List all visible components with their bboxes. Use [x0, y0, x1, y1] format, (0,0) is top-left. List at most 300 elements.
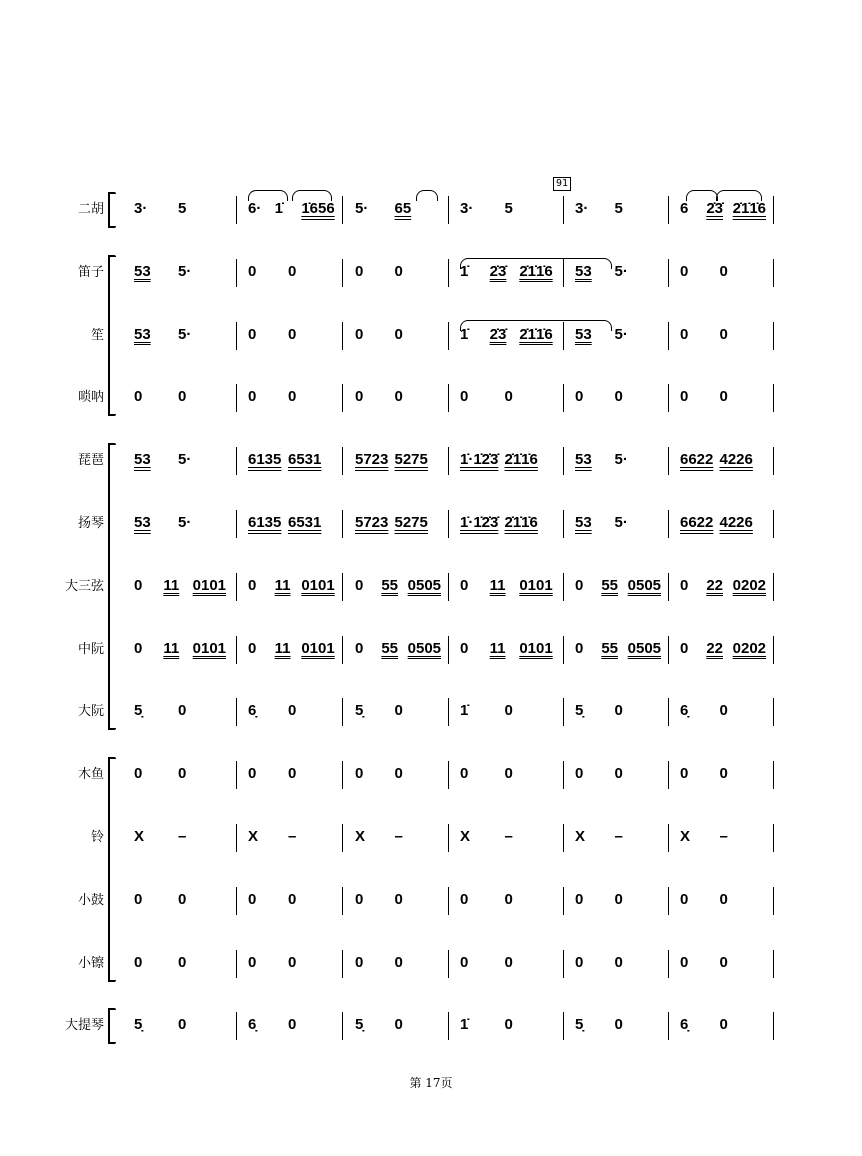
staff-label: 小鼓: [77, 892, 104, 908]
note-group: 0: [575, 953, 584, 971]
measure: [134, 828, 186, 846]
note-group: 5: [614, 200, 623, 217]
barline: [563, 636, 564, 664]
measure: [575, 702, 623, 720]
measure: [575, 451, 628, 469]
note-group: 5·: [614, 514, 628, 531]
barline: [448, 950, 449, 978]
note-group: 6622: [680, 514, 714, 531]
note-group: 0: [680, 388, 689, 406]
measure: [248, 891, 296, 909]
measure: [680, 765, 728, 783]
measure: [575, 640, 661, 658]
barline: [236, 259, 237, 287]
note-group: 0: [178, 1016, 187, 1034]
staff-label: 大阮: [77, 704, 104, 720]
barline: [448, 887, 449, 915]
barline: [342, 636, 343, 664]
measure: [575, 200, 623, 218]
page-number: 第 17页: [409, 1076, 453, 1090]
note-group: 0202: [732, 639, 767, 657]
measure: [134, 451, 191, 469]
note-group: 0: [134, 388, 143, 406]
measure: [680, 640, 766, 658]
measure: [460, 1016, 513, 1034]
note-group: 3·: [460, 200, 474, 217]
note-group: 0: [504, 890, 513, 908]
measure: [680, 514, 753, 532]
slur: [248, 190, 288, 201]
note-group: 0: [394, 890, 403, 908]
slur: [460, 258, 612, 269]
note-group: 0101: [301, 576, 335, 594]
note-group: 0: [355, 953, 364, 971]
measure: [355, 702, 403, 720]
measure: [460, 828, 513, 846]
measure: [355, 514, 428, 532]
measure: [680, 200, 766, 218]
measure: [575, 514, 628, 532]
barline: [773, 824, 774, 852]
measure: [248, 954, 296, 972]
barline: [668, 824, 669, 852]
staff-label: 小镲: [77, 955, 104, 971]
barline: [342, 761, 343, 789]
barline: [236, 761, 237, 789]
note-group: 5·: [178, 451, 192, 469]
note-group: 6: [680, 200, 689, 217]
note-group: 5·: [178, 325, 192, 343]
note-group: 0: [575, 765, 584, 783]
note-group: 53: [575, 325, 592, 343]
note-group: 5723: [355, 514, 389, 531]
barline: [342, 196, 343, 224]
note-group: 11: [274, 639, 291, 657]
note-group: 2̇1̇1̇6: [504, 514, 538, 531]
barline: [342, 384, 343, 412]
note-group: 0: [248, 953, 257, 971]
measure: [355, 1016, 403, 1034]
barline: [342, 698, 343, 726]
note-group: 0: [248, 639, 257, 657]
note-group: 5·: [355, 200, 369, 217]
barline: [773, 698, 774, 726]
note-group: 2̇3̇: [489, 262, 507, 280]
staff-label: 扬琴: [77, 516, 104, 531]
barline: [668, 698, 669, 726]
measure: [460, 891, 513, 909]
measure: [680, 891, 728, 909]
note-group: 6̣: [248, 702, 257, 720]
note-group: 0: [248, 576, 257, 594]
note-group: 2̇1̇1̇6: [504, 451, 538, 469]
note-group: 0101: [301, 639, 335, 657]
note-group: 0: [248, 325, 257, 343]
barline: [236, 510, 237, 538]
measure: [575, 388, 623, 406]
note-group: 0: [355, 262, 364, 280]
note-group: 0: [680, 765, 689, 783]
note-group: 0: [355, 388, 364, 406]
barline: [342, 950, 343, 978]
note-group: –: [504, 828, 513, 845]
barline: [563, 698, 564, 726]
note-group: 0: [394, 1016, 403, 1034]
note-group: 0: [614, 388, 623, 406]
measure: [134, 954, 186, 972]
staff-label: 笛子: [77, 264, 104, 280]
note-group: 0: [288, 388, 297, 406]
barline: [668, 259, 669, 287]
note-group: 0: [248, 262, 257, 280]
barline: [236, 698, 237, 726]
barline: [236, 322, 237, 350]
note-group: 2̇3̇: [489, 325, 507, 343]
measure: [355, 451, 428, 469]
measure: [248, 388, 296, 406]
note-group: 0: [178, 765, 187, 783]
note-group: –: [394, 828, 403, 845]
note-group: 11: [163, 576, 180, 594]
barline: [448, 322, 449, 350]
slur: [686, 190, 718, 201]
note-group: 1̇: [274, 200, 283, 217]
barline: [563, 950, 564, 978]
measure: [680, 954, 728, 972]
barline: [563, 447, 564, 475]
staff-label: 二胡: [77, 202, 104, 217]
barline: [668, 1012, 669, 1040]
note-group: 5: [504, 200, 513, 217]
barline: [236, 636, 237, 664]
measure: [355, 891, 403, 909]
barline: [563, 196, 564, 224]
note-group: 0505: [627, 639, 662, 657]
barline: [773, 573, 774, 601]
measure: [248, 1016, 296, 1034]
note-group: 0: [394, 702, 403, 720]
note-group: 0: [355, 639, 364, 657]
note-group: 5̣: [355, 1016, 364, 1034]
barline: [448, 447, 449, 475]
note-group: 1̇: [460, 1016, 469, 1034]
measure: [575, 954, 623, 972]
measure: [248, 828, 296, 846]
note-group: 53: [134, 451, 151, 469]
note-group: 6531: [288, 451, 322, 469]
note-group: 0: [460, 765, 469, 783]
note-group: X: [680, 828, 691, 845]
barline: [448, 196, 449, 224]
note-group: 0: [460, 890, 469, 908]
note-group: 53: [575, 514, 592, 531]
barline: [342, 447, 343, 475]
measure: [575, 828, 623, 846]
note-group: 53: [134, 325, 151, 343]
measure: [134, 514, 191, 532]
note-group: 0: [719, 1016, 728, 1034]
staff-group-bracket: [108, 192, 110, 228]
measure: [355, 640, 441, 658]
barline: [668, 950, 669, 978]
note-group: 55: [381, 576, 399, 594]
note-group: 0: [719, 890, 728, 908]
barline: [668, 322, 669, 350]
barline: [773, 887, 774, 915]
note-group: 0: [719, 702, 728, 720]
barline: [773, 259, 774, 287]
staff-group-bracket: [108, 255, 110, 417]
measure: [248, 765, 296, 783]
note-group: 5̣: [355, 702, 364, 720]
note-group: 0: [178, 890, 187, 908]
note-group: 0: [614, 1016, 623, 1034]
note-group: 0: [288, 325, 297, 343]
note-group: 5·: [178, 262, 192, 280]
note-group: 0: [355, 765, 364, 783]
slur: [716, 190, 762, 201]
note-group: 11: [489, 639, 506, 657]
note-group: 11: [489, 576, 506, 594]
barline: [448, 636, 449, 664]
measure: [460, 702, 513, 720]
note-group: 5723: [355, 451, 389, 469]
note-group: 0: [719, 388, 728, 406]
barline: [773, 761, 774, 789]
note-group: 0: [394, 388, 403, 406]
note-group: 55: [601, 639, 619, 657]
note-group: 0: [288, 953, 297, 971]
barline: [342, 1012, 343, 1040]
note-group: 0: [680, 953, 689, 971]
note-group: 53: [575, 451, 592, 469]
note-group: 0: [394, 262, 403, 280]
note-group: 5̣: [575, 702, 584, 720]
note-group: 0: [504, 702, 513, 720]
staff-label: 琵琶: [77, 453, 104, 469]
note-group: 0: [394, 325, 403, 343]
barline: [773, 447, 774, 475]
note-group: 55: [601, 576, 619, 594]
note-group: 0: [248, 765, 257, 783]
barline: [448, 698, 449, 726]
note-group: 0: [719, 953, 728, 971]
note-group: 0: [394, 953, 403, 971]
note-group: 5̣: [575, 1016, 584, 1034]
measure: [460, 640, 553, 658]
note-group: 0: [575, 890, 584, 908]
barline: [668, 447, 669, 475]
note-group: 5·: [614, 451, 628, 469]
note-group: 6̣: [680, 702, 689, 720]
note-group: X: [355, 828, 366, 845]
note-group: 0: [575, 576, 584, 594]
barline: [236, 573, 237, 601]
note-group: 0: [680, 890, 689, 908]
note-group: 0: [680, 576, 689, 594]
measure: [355, 200, 411, 218]
note-group: 6̣: [248, 1016, 257, 1034]
note-group: 0: [288, 702, 297, 720]
barline: [342, 573, 343, 601]
measure: [575, 765, 623, 783]
barline: [773, 1012, 774, 1040]
barline: [448, 1012, 449, 1040]
measure: [355, 954, 403, 972]
staff-label: 笙: [90, 327, 104, 343]
note-group: X: [134, 828, 145, 845]
slur: [292, 190, 332, 201]
measure: [134, 200, 186, 218]
note-group: –: [288, 828, 297, 845]
note-group: 53: [575, 262, 592, 280]
note-group: 0: [288, 1016, 297, 1034]
barline: [563, 573, 564, 601]
note-group: 4226: [719, 451, 753, 469]
note-group: 1̇: [460, 702, 469, 720]
barline: [668, 636, 669, 664]
barline: [563, 1012, 564, 1040]
measure: [355, 577, 441, 595]
measure: [248, 200, 335, 218]
measure: [248, 577, 335, 595]
note-group: 0: [355, 576, 364, 594]
measure: [134, 765, 186, 783]
note-group: 0: [460, 639, 469, 657]
measure: [248, 263, 296, 281]
note-group: 0: [134, 639, 143, 657]
note-group: 0: [614, 702, 623, 720]
note-group: 5·: [614, 262, 628, 280]
note-group: 0: [719, 325, 728, 343]
note-group: 0: [575, 639, 584, 657]
note-group: 0: [504, 765, 513, 783]
note-group: 0: [394, 765, 403, 783]
note-group: 3·: [134, 200, 148, 217]
barline: [563, 384, 564, 412]
note-group: 0: [134, 953, 143, 971]
note-group: 0505: [627, 576, 662, 594]
rehearsal-mark: 91: [553, 177, 571, 191]
note-group: 1̇: [460, 325, 469, 343]
note-group: 0: [134, 576, 143, 594]
note-group: 6622: [680, 451, 714, 469]
note-group: 0: [460, 388, 469, 406]
barline: [668, 761, 669, 789]
measure: [460, 451, 538, 469]
note-group: 6531: [288, 514, 322, 531]
note-group: 53: [134, 514, 151, 531]
note-group: 11: [163, 639, 180, 657]
barline: [563, 824, 564, 852]
note-group: 0: [575, 388, 584, 406]
note-group: 0: [680, 639, 689, 657]
barline: [668, 384, 669, 412]
staff-label: 中阮: [77, 641, 104, 657]
barline: [773, 322, 774, 350]
measure: [355, 326, 403, 344]
note-group: 6135: [248, 451, 282, 469]
note-group: 0: [504, 953, 513, 971]
measure: [680, 1016, 728, 1034]
note-group: 65: [394, 200, 412, 217]
measure: [355, 765, 403, 783]
barline: [668, 196, 669, 224]
barline: [668, 887, 669, 915]
note-group: 0: [680, 325, 689, 343]
measure: [134, 1016, 186, 1034]
note-group: 4226: [719, 514, 753, 531]
barline: [448, 510, 449, 538]
note-group: 0101: [519, 639, 553, 657]
note-group: 0: [355, 890, 364, 908]
measure: [680, 326, 728, 344]
note-group: –: [178, 828, 187, 845]
measure: [460, 514, 538, 532]
barline: [773, 196, 774, 224]
barline: [342, 510, 343, 538]
measure: [680, 577, 766, 595]
note-group: 0101: [192, 639, 227, 657]
barline: [668, 510, 669, 538]
barline: [342, 259, 343, 287]
note-group: 5·: [614, 325, 628, 343]
note-group: 5: [178, 200, 187, 217]
staff-label: 大提琴: [64, 1018, 104, 1034]
measure: [355, 263, 403, 281]
measure: [134, 891, 186, 909]
note-group: 0: [460, 953, 469, 971]
barline: [773, 510, 774, 538]
note-group: 5̣: [134, 702, 143, 720]
barline: [236, 384, 237, 412]
measure: [680, 451, 753, 469]
barline: [236, 1012, 237, 1040]
measure: [680, 263, 728, 281]
note-group: 0505: [407, 576, 442, 594]
note-group: 0: [248, 388, 257, 406]
measure: [460, 954, 513, 972]
barline: [668, 573, 669, 601]
note-group: 0: [680, 262, 689, 280]
slur: [460, 320, 612, 331]
note-group: 0: [614, 765, 623, 783]
note-group: 0: [178, 388, 187, 406]
note-group: 22: [706, 639, 724, 657]
barline: [342, 824, 343, 852]
note-group: 0: [134, 765, 143, 783]
note-group: 2̇1̇1̇6: [519, 262, 553, 280]
note-group: 1̇: [460, 262, 469, 280]
note-group: 22: [706, 576, 724, 594]
measure: [460, 388, 513, 406]
note-group: X: [248, 828, 259, 845]
note-group: 1̇·1̇2̇3̇: [460, 451, 499, 469]
barline: [236, 950, 237, 978]
measure: [134, 640, 226, 658]
measure: [134, 388, 186, 406]
measure: [680, 388, 728, 406]
note-group: 0505: [407, 639, 442, 657]
note-group: 55: [381, 639, 399, 657]
note-group: X: [575, 828, 586, 845]
barline: [448, 384, 449, 412]
barline: [448, 761, 449, 789]
note-group: X: [460, 828, 471, 845]
note-group: 0101: [192, 576, 227, 594]
note-group: 5·: [178, 514, 192, 531]
note-group: 2̇1̇1̇6: [519, 325, 553, 343]
